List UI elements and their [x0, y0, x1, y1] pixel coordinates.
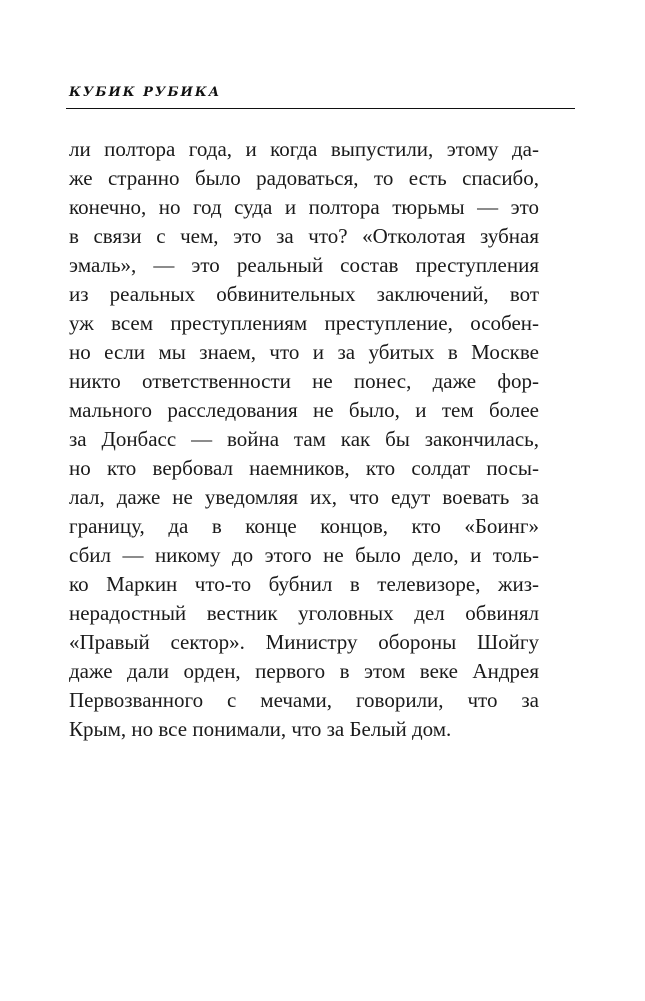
text-line: границу, да в конце концов, кто «Боинг»	[69, 514, 539, 538]
text-line: мального расследования не было, и тем более	[69, 398, 539, 422]
text-line: уж всем преступлениям преступление, особен-	[69, 311, 539, 335]
text-line: Крым, но все понимали, что за Белый дом.	[69, 717, 452, 741]
text-line: за Донбасс — война там как бы закончилась,	[69, 427, 539, 451]
text-line: нерадостный вестник уголовных дел обвинял	[69, 601, 539, 625]
running-head: КУБИК РУБИКА	[69, 85, 222, 100]
text-line: Первозванного с мечами, говорили, что за	[69, 688, 539, 712]
text-line: сбил — никому до этого не было дело, и толь-	[69, 543, 539, 567]
text-line: конечно, но год суда и полтора тюрьмы — это	[69, 195, 539, 219]
text-line: же странно было радоваться, то есть спасибо,	[69, 166, 539, 190]
text-line: лал, даже не уведомляя их, что едут воевать за	[69, 485, 539, 509]
text-line: из реальных обвинительных заключений, вот	[69, 282, 539, 306]
text-line: эмаль», — это реальный состав преступления	[69, 253, 539, 277]
header-rule	[66, 108, 575, 109]
text-line: но кто вербовал наемников, кто солдат посы-	[69, 456, 539, 480]
text-line: ли полтора года, и когда выпустили, этому да-	[69, 137, 539, 161]
body-text	[69, 135, 539, 744]
text-line: ко Маркин что-то бубнил в телевизоре, жиз-	[69, 572, 539, 596]
text-line: «Правый сектор». Министру обороны Шойгу	[69, 630, 539, 654]
text-line: но если мы знаем, что и за убитых в Москве	[69, 340, 539, 364]
text-line: в связи с чем, это за что? «Отколотая зубная	[69, 224, 539, 248]
text-line: даже дали орден, первого в этом веке Андрея	[69, 659, 539, 683]
text-line: никто ответственности не понес, даже фор-	[69, 369, 539, 393]
